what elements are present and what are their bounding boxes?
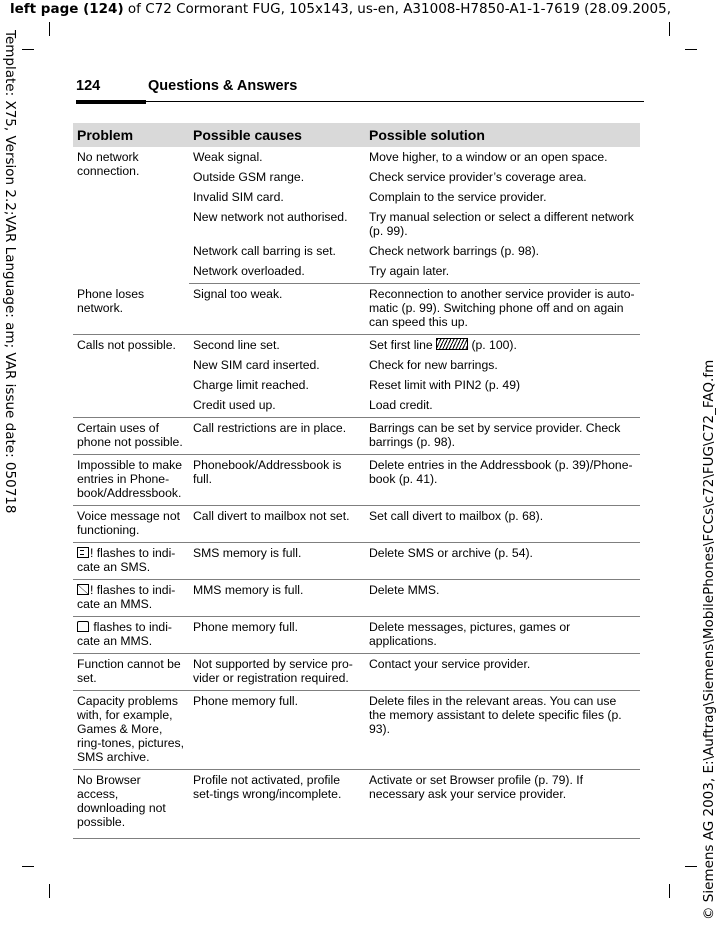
problem-cell: Calls not possible.	[73, 335, 189, 418]
solution-cell: Check network barrings (p. 98).	[369, 244, 540, 258]
solution-cell: Delete entries in the Addressbook (p. 39)/Phone-book (p. 41).	[365, 455, 640, 506]
solution-cell: Check service provider’s coverage area.	[369, 170, 587, 184]
table-row	[73, 543, 640, 580]
cause-cell: New SIM card inserted.	[193, 358, 320, 372]
cause-cell: Outside GSM range.	[193, 170, 305, 184]
solution-cell: Activate or set Browser profile (p. 79). If necessary ask your service provider.	[365, 770, 640, 839]
cause-cell: New network not authorised.	[193, 210, 348, 224]
problem-cell: No Browser access, downloading not possible.	[73, 770, 189, 839]
column-header-solution: Possible solution	[365, 123, 640, 147]
solution-cell: Check for new barrings.	[369, 358, 498, 372]
solution-cell: Try again later.	[365, 261, 640, 284]
solution-cell: Try manual selection or select a different network (p. 99).	[369, 210, 634, 238]
solution-cell	[365, 335, 640, 356]
solution-cell: Delete SMS or archive (p. 54).	[365, 543, 640, 580]
print-header-page: left page (124)	[10, 1, 124, 17]
problem-cell	[73, 580, 189, 617]
table-row	[73, 335, 640, 356]
solution-cell: Delete files in the relevant areas. You can use the memory assistant to delete specific files (p. 93).	[365, 691, 640, 770]
cause-cell: Phonebook/Addressbook is full.	[189, 455, 365, 506]
crop-mark	[49, 22, 50, 36]
solution-cell: Reset limit with PIN2 (p. 49)	[369, 378, 521, 392]
problem-cell: Certain uses of phone not possible.	[73, 418, 189, 455]
solution-cell: Complain to the service provider.	[369, 190, 547, 204]
problem-cell: No network connection.	[77, 150, 140, 178]
print-header-details: of C72 Cormorant FUG, 105x143, us-en, A31008-H7850-A1-1-7619 (28.09.2005,	[123, 1, 671, 17]
crop-mark	[49, 884, 50, 898]
solution-text-ref: (p. 100).	[468, 338, 517, 352]
table-row	[73, 284, 640, 335]
problem-text: flashes to indi-cate an MMS.	[77, 620, 172, 648]
solution-cell: Set call divert to mailbox (p. 68).	[365, 506, 640, 543]
cause-cell: Signal too weak.	[189, 284, 365, 335]
cause-cell: SMS memory is full.	[189, 543, 365, 580]
solution-cell: Delete MMS.	[365, 580, 640, 617]
cause-cell: Profile not activated, profile set-tings wrong/incomplete.	[189, 770, 365, 839]
cause-cell: Call restrictions are in place.	[189, 418, 365, 455]
solution-cell: Contact your service provider.	[365, 654, 640, 691]
faq-table	[73, 123, 640, 839]
crop-mark	[22, 866, 34, 867]
sms-full-icon	[77, 547, 89, 558]
heading-rule	[76, 101, 644, 102]
solution-cell: Barrings can be set by service provider. Check barrings (p. 98).	[365, 418, 640, 455]
table-row	[73, 455, 640, 506]
right-margin-copyright	[697, 320, 719, 920]
problem-cell	[73, 617, 189, 654]
solution-cell: Delete messages, pictures, games or applications.	[365, 617, 640, 654]
cause-cell: Second line set.	[193, 338, 280, 352]
problem-cell: Voice message not functioning.	[73, 506, 189, 543]
crop-mark	[669, 22, 670, 36]
problem-text: ! flashes to indi-cate an MMS.	[77, 583, 176, 611]
problem-text: ! flashes to indi-cate an SMS.	[77, 546, 176, 574]
left-margin-text: Template: X75, Version 2.2;VAR Language: am; VAR issue date: 050718	[2, 30, 18, 514]
problem-cell: Capacity problems with, for example, Games & More, ring-tones, pictures, SMS archive.	[73, 691, 189, 770]
crop-mark	[669, 884, 670, 898]
print-header	[10, 0, 710, 18]
cause-cell: Call divert to mailbox not set.	[189, 506, 365, 543]
solution-cell: Move higher, to a window or an open space.	[369, 150, 608, 164]
crop-mark	[685, 866, 697, 867]
crop-mark	[685, 49, 697, 50]
table-row	[73, 691, 640, 770]
solution-cell: Reconnection to another service provider is auto-matic (p. 99). Switching phone off and on again can speed this up.	[365, 284, 640, 335]
mms-full-icon	[77, 584, 89, 595]
memory-full-icon	[77, 621, 89, 632]
problem-cell: Function cannot be set.	[73, 654, 189, 691]
table-row	[73, 147, 640, 167]
solution-text: Set first line	[369, 338, 433, 352]
problem-cell	[73, 543, 189, 580]
right-margin-text: © Siemens AG 2003, E:\Auftrag\Siemens\MobilePhones\FCCs\c72\FUG\C72_FAQ.fm	[701, 359, 717, 920]
left-margin-template-info	[0, 30, 22, 650]
table-row	[73, 770, 640, 839]
column-header-problem: Problem	[73, 123, 189, 147]
line-1-icon	[436, 338, 468, 350]
problem-cell: Phone loses network.	[73, 284, 189, 335]
table-row	[73, 654, 640, 691]
table-row	[73, 506, 640, 543]
table-row	[73, 418, 640, 455]
crop-mark	[22, 49, 34, 50]
cause-cell: Invalid SIM card.	[193, 190, 284, 204]
cause-cell: Network call barring is set.	[193, 244, 336, 258]
cause-cell: Phone memory full.	[189, 691, 365, 770]
page-heading	[76, 78, 644, 102]
table-header-row	[73, 123, 640, 147]
cause-cell: Network overloaded.	[189, 261, 365, 284]
page-title: Questions & Answers	[148, 78, 298, 94]
table-row	[73, 617, 640, 654]
cause-cell: Phone memory full.	[189, 617, 365, 654]
table-row	[73, 580, 640, 617]
page-number: 124	[76, 78, 101, 94]
heading-rule-accent	[76, 100, 146, 104]
cause-cell: MMS memory is full.	[189, 580, 365, 617]
column-header-causes: Possible causes	[189, 123, 365, 147]
cause-cell: Not supported by service pro-vider or registration required.	[189, 654, 365, 691]
problem-cell: Impossible to make entries in Phone-book/Addressbook.	[73, 455, 189, 506]
cause-cell: Credit used up.	[189, 395, 365, 418]
solution-cell: Load credit.	[365, 395, 640, 418]
cause-cell: Weak signal.	[193, 150, 263, 164]
cause-cell: Charge limit reached.	[193, 378, 309, 392]
